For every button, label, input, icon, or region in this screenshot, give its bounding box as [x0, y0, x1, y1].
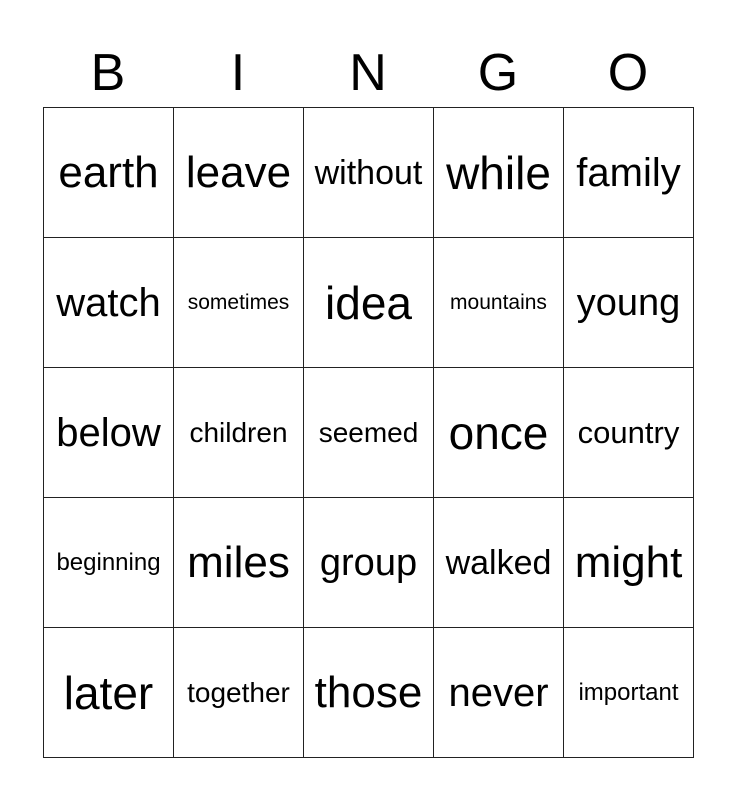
bingo-cell[interactable]: below [44, 368, 174, 498]
header-letter-o: O [607, 44, 649, 102]
bingo-cell[interactable]: without [304, 108, 434, 238]
bingo-cell[interactable]: beginning [44, 498, 174, 628]
bingo-cell[interactable]: walked [434, 498, 564, 628]
bingo-cell[interactable]: leave [174, 108, 304, 238]
bingo-header [43, 40, 693, 106]
bingo-cell[interactable]: children [174, 368, 304, 498]
header-letter-n: N [349, 44, 387, 102]
bingo-cell[interactable]: earth [44, 108, 174, 238]
bingo-cell[interactable]: later [44, 628, 174, 758]
header-letter-g: G [477, 44, 519, 102]
bingo-cell[interactable]: group [304, 498, 434, 628]
bingo-cell[interactable]: young [564, 238, 694, 368]
header-letter-b: B [90, 44, 126, 102]
bingo-cell[interactable]: important [564, 628, 694, 758]
bingo-cell[interactable]: never [434, 628, 564, 758]
bingo-board [43, 107, 694, 758]
bingo-cell[interactable]: country [564, 368, 694, 498]
bingo-cell[interactable]: sometimes [174, 238, 304, 368]
bingo-cell[interactable]: watch [44, 238, 174, 368]
bingo-cell[interactable]: family [564, 108, 694, 238]
bingo-cell[interactable]: seemed [304, 368, 434, 498]
header-letter-i: I [230, 44, 246, 102]
bingo-cell[interactable]: together [174, 628, 304, 758]
bingo-cell[interactable]: miles [174, 498, 304, 628]
bingo-cell[interactable]: while [434, 108, 564, 238]
bingo-cell[interactable]: mountains [434, 238, 564, 368]
bingo-cell[interactable]: might [564, 498, 694, 628]
bingo-cell[interactable]: once [434, 368, 564, 498]
bingo-cell[interactable]: those [304, 628, 434, 758]
bingo-cell[interactable]: idea [304, 238, 434, 368]
